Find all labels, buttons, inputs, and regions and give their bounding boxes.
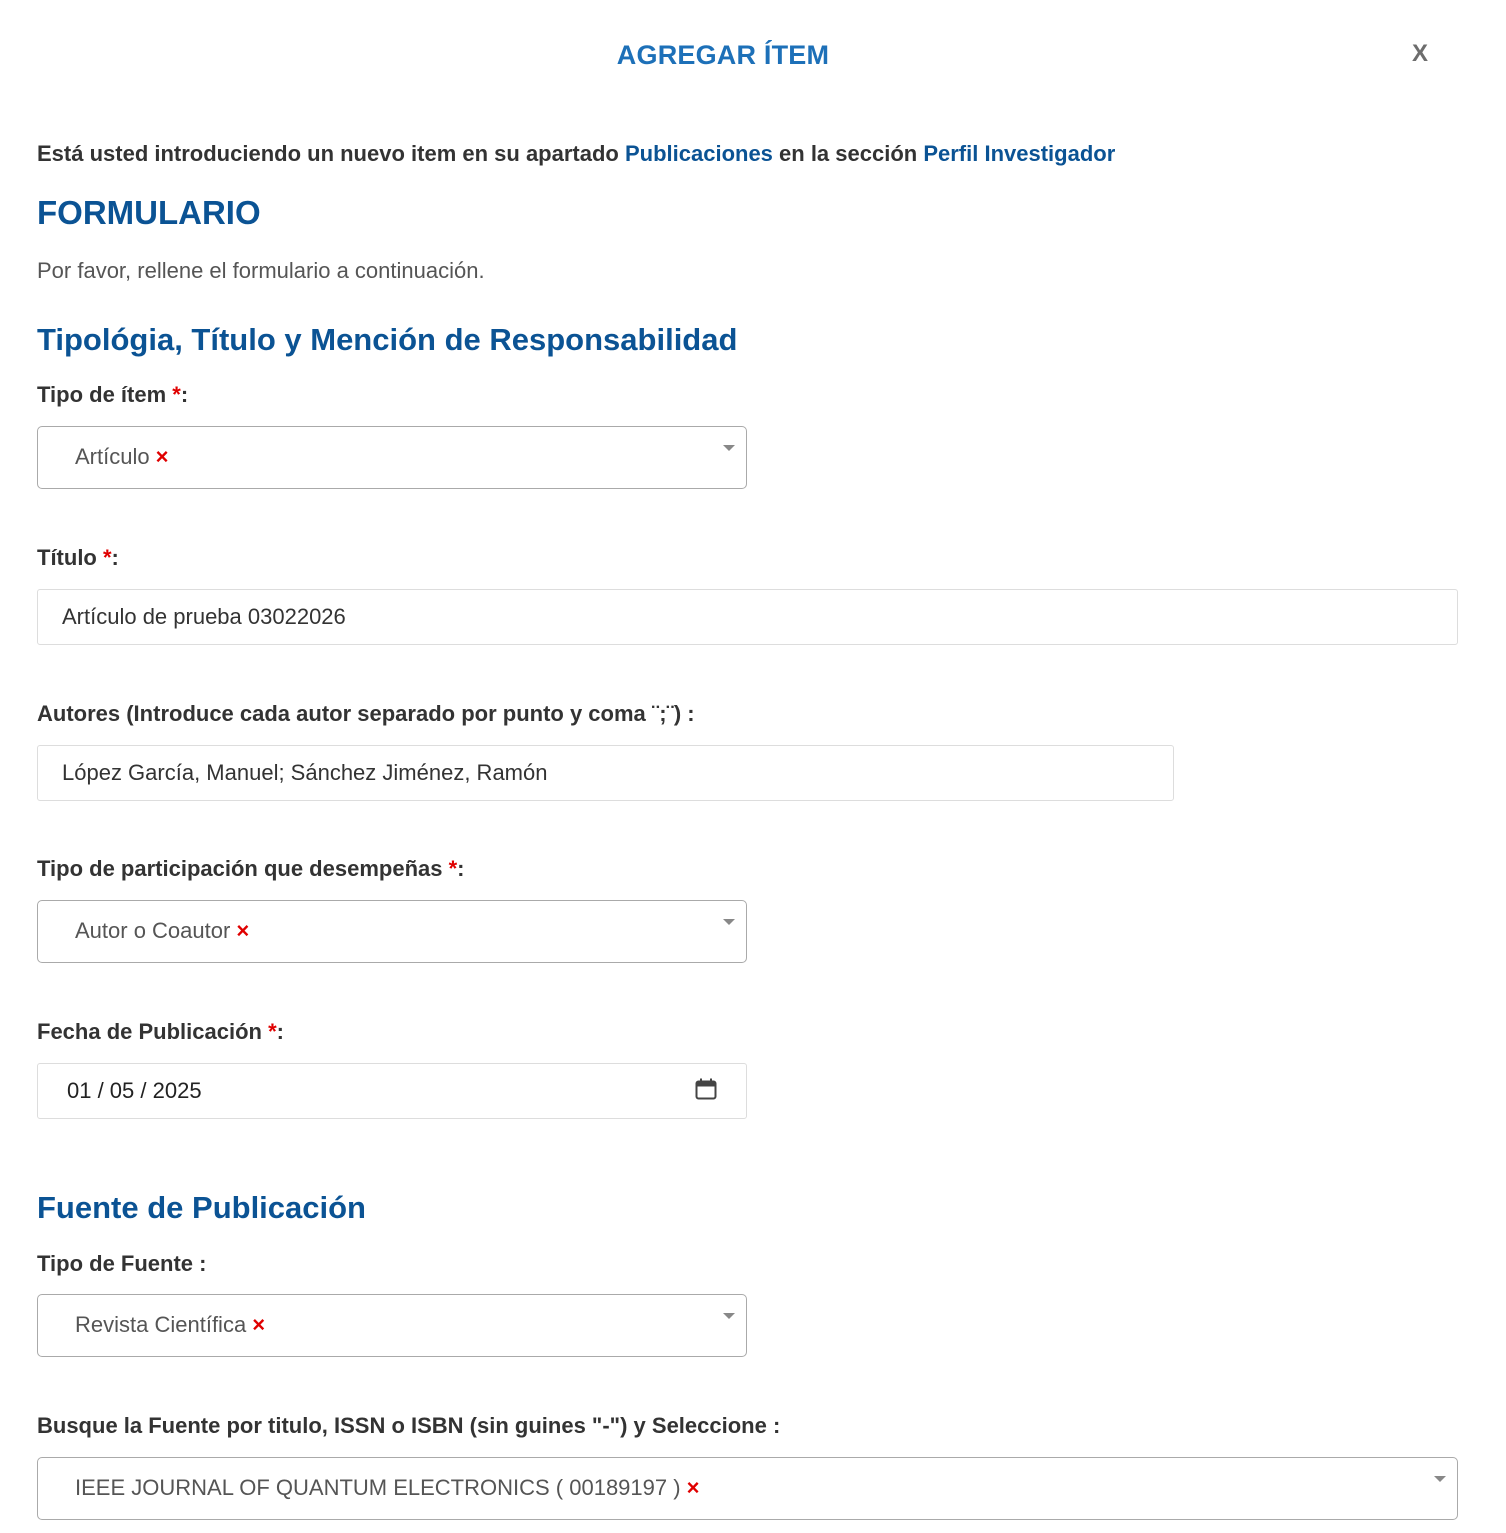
tipo-item-value: Artículo (75, 444, 150, 469)
buscar-fuente-select[interactable] (37, 1457, 1458, 1520)
tipo-fuente-select[interactable] (37, 1294, 747, 1357)
modal-title: AGREGAR ÍTEM (616, 40, 830, 70)
required-mark: * (448, 856, 458, 881)
titulo-input[interactable]: Artículo de prueba 03022026 (37, 589, 1458, 645)
intro-middle: en la sección (772, 141, 924, 166)
label-suffix: : (276, 1019, 284, 1044)
buscar-fuente-value: IEEE JOURNAL OF QUANTUM ELECTRONICS ( 00189197 ) (75, 1475, 681, 1500)
participacion-label-text: Tipo de participación que desempeñas (37, 856, 449, 881)
tipo-item-selected (75, 444, 168, 470)
publicaciones-link[interactable]: Publicaciones (624, 141, 773, 166)
autores-label: Autores (Introduce cada autor separado por punto y coma ¨;¨) : (37, 701, 695, 726)
modal-content (37, 138, 1458, 1500)
intro-text (37, 138, 1458, 170)
modal-header (0, 36, 1506, 76)
label-suffix: : (457, 856, 465, 881)
tipo-fuente-selected (75, 1312, 265, 1338)
autores-input[interactable]: López García, Manuel; Sánchez Jiménez, Ramón (37, 745, 1174, 801)
chevron-down-icon (723, 1313, 735, 1319)
perfil-investigador-link[interactable]: Perfil Investigador (923, 141, 1116, 166)
clear-selection-icon[interactable]: × (252, 1312, 266, 1337)
intro-prefix: Está usted introduciendo un nuevo item en su apartado (37, 141, 625, 166)
participacion-value: Autor o Coautor (75, 918, 231, 943)
chevron-down-icon (723, 919, 735, 925)
label-suffix: : (180, 382, 189, 407)
participacion-selected (75, 918, 249, 944)
section-heading-tipologia: Tipológia, Título y Mención de Responsabilidad (37, 322, 738, 357)
tipo-item-label (37, 382, 188, 408)
fecha-label-text: Fecha de Publicación (37, 1019, 269, 1044)
titulo-label-text: Título (37, 545, 103, 570)
chevron-down-icon (1434, 1476, 1446, 1482)
fecha-date-input[interactable] (37, 1063, 747, 1119)
required-mark: * (102, 545, 112, 570)
participacion-select[interactable] (37, 900, 747, 963)
calendar-icon[interactable] (695, 1078, 717, 1100)
tipo-fuente-value: Revista Científica (75, 1312, 247, 1337)
clear-selection-icon[interactable]: × (236, 918, 250, 943)
chevron-down-icon (723, 445, 735, 451)
tipo-item-label-text: Tipo de ítem (37, 382, 173, 407)
clear-selection-icon[interactable]: × (686, 1475, 700, 1500)
clear-selection-icon[interactable]: × (155, 444, 169, 469)
buscar-fuente-label: Busque la Fuente por titulo, ISSN o ISBN (sin guines "-") y Seleccione : (37, 1413, 781, 1438)
form-heading: FORMULARIO (37, 194, 261, 231)
fecha-value: 01 / 05 / 2025 (67, 1078, 202, 1103)
form-subtitle: Por favor, rellene el formulario a continuación. (37, 258, 485, 283)
participacion-label (37, 856, 464, 882)
required-mark: * (172, 382, 181, 407)
tipo-fuente-label: Tipo de Fuente : (37, 1251, 207, 1276)
label-suffix: : (111, 545, 119, 570)
required-mark: * (268, 1019, 277, 1044)
close-button[interactable]: X (1411, 40, 1428, 67)
section-heading-fuente: Fuente de Publicación (37, 1190, 366, 1225)
fecha-label (37, 1019, 284, 1045)
titulo-label (37, 545, 119, 571)
buscar-fuente-selected (75, 1475, 699, 1501)
tipo-item-select[interactable] (37, 426, 747, 489)
